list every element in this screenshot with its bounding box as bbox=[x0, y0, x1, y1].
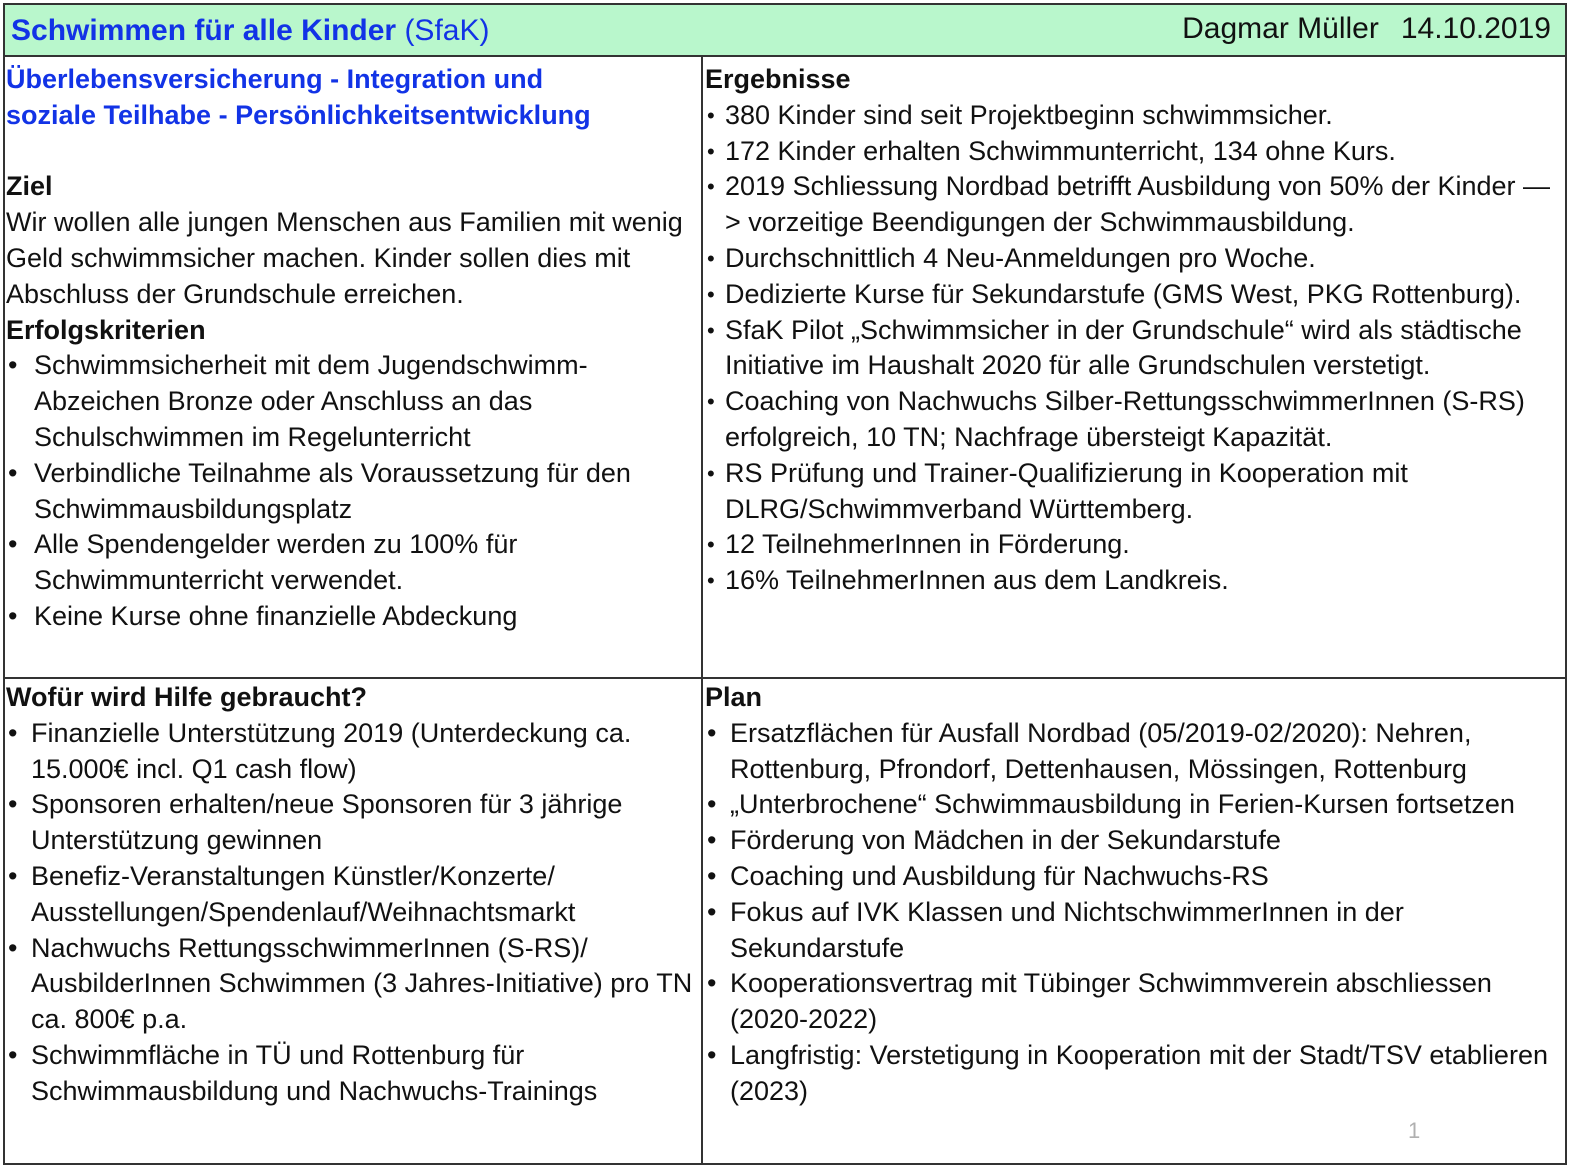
goal-text: Wir wollen alle jungen Menschen aus Familien mit wenig Geld schwimmsicher machen. Kinder sollen dies mit Abschluss der Grundschule erreichen. bbox=[6, 207, 683, 309]
results-item: • 380 Kinder sind seit Projektbeginn schwimmsicher. bbox=[705, 98, 1561, 134]
title-abbreviation: (SfaK) bbox=[404, 14, 490, 47]
help-heading: Wofür wird Hilfe gebraucht? bbox=[6, 682, 368, 712]
column-divider bbox=[701, 57, 703, 1163]
title-main: Schwimmen für alle Kinder bbox=[11, 14, 397, 47]
criteria-item: • Keine Kurse ohne finanzielle Abdeckung bbox=[6, 599, 694, 635]
plan-item: • Förderung von Mädchen in der Sekundarstufe bbox=[705, 823, 1561, 859]
results-item: • 12 TeilnehmerInnen in Förderung. bbox=[705, 527, 1561, 563]
criteria-heading: Erfolgskriterien bbox=[6, 314, 206, 345]
cell-results bbox=[705, 62, 1561, 670]
cell-help-needed bbox=[6, 680, 694, 1158]
plan-item: • Langfristig: Verstetigung in Kooperation mit der Stadt/TSV etablieren (2023) bbox=[705, 1038, 1561, 1110]
row-divider bbox=[5, 677, 1565, 679]
results-item: • Coaching von Nachwuchs Silber-RettungsschwimmerInnen (S-RS) erfolgreich, 10 TN; Nachfrage übersteigt Kapazität. bbox=[705, 384, 1561, 456]
criteria-item: • Schwimmsicherheit mit dem Jugendschwimm-Abzeichen Bronze oder Anschluss an das Schulschwimmen im Regelunterricht bbox=[6, 348, 694, 455]
help-item: • Schwimmfläche in TÜ und Rottenburg für Schwimmausbildung und Nachwuchs-Trainings bbox=[6, 1038, 694, 1110]
results-item: • 2019 Schliessung Nordbad betrifft Ausbildung von 50% der Kinder —> vorzeitige Beendigungen der Schwimmausbildung. bbox=[705, 169, 1561, 241]
help-item: • Benefiz-Veranstaltungen Künstler/Konzerte/ Ausstellungen/Spendenlauf/Weihnachtsmarkt bbox=[6, 859, 694, 931]
help-item: • Sponsoren erhalten/neue Sponsoren für 3 jährige Unterstützung gewinnen bbox=[6, 787, 694, 859]
results-item: • SfaK Pilot „Schwimmsicher in der Grundschule“ wird als städtische Initiative im Haushalt 2020 für alle Grundschulen verstetigt. bbox=[705, 313, 1561, 385]
document-date: 14.10.2019 bbox=[1400, 12, 1551, 45]
page-number: 1 bbox=[1408, 1118, 1421, 1143]
mission-heading-line-2: soziale Teilhabe - Persönlichkeitsentwicklung bbox=[6, 99, 591, 130]
results-item: • 172 Kinder erhalten Schwimmunterricht, 134 ohne Kurs. bbox=[705, 134, 1561, 170]
results-list bbox=[705, 98, 1561, 599]
help-item: • Nachwuchs RettungsschwimmerInnen (S-RS)/ AusbilderInnen Schwimmen (3 Jahres-Initiative) pro TN ca. 800€ p.a. bbox=[6, 931, 694, 1038]
plan-item: • Ersatzflächen für Ausfall Nordbad (05/2019-02/2020): Nehren, Rottenburg, Pfrondorf, Dettenhausen, Mössingen, Rottenburg bbox=[705, 716, 1561, 788]
plan-heading: Plan bbox=[705, 682, 763, 712]
cell-goals bbox=[6, 62, 694, 670]
spacer bbox=[6, 134, 694, 170]
results-item: • RS Prüfung und Trainer-Qualifizierung in Kooperation mit DLRG/Schwimmverband Württemberg. bbox=[705, 456, 1561, 528]
results-heading: Ergebnisse bbox=[705, 64, 851, 94]
author-name: Dagmar Müller bbox=[1182, 12, 1379, 45]
page-title bbox=[11, 13, 489, 49]
help-list bbox=[6, 716, 694, 1110]
plan-item: • Fokus auf IVK Klassen und NichtschwimmerInnen in der Sekundarstufe bbox=[705, 895, 1561, 967]
cell-plan bbox=[705, 680, 1561, 1158]
criteria-item: • Alle Spendengelder werden zu 100% für Schwimmunterricht verwendet. bbox=[6, 527, 694, 599]
header-bar bbox=[5, 5, 1565, 57]
mission-heading-line-1: Überlebensversicherung - Integration und bbox=[6, 64, 544, 94]
results-item: • Dedizierte Kurse für Sekundarstufe (GMS West, PKG Rottenburg). bbox=[705, 277, 1561, 313]
results-item: • Durchschnittlich 4 Neu-Anmeldungen pro Woche. bbox=[705, 241, 1561, 277]
plan-item: • „Unterbrochene“ Schwimmausbildung in Ferien-Kursen fortsetzen bbox=[705, 787, 1561, 823]
criteria-list bbox=[6, 348, 694, 634]
plan-list bbox=[705, 716, 1561, 1110]
plan-item: • Coaching und Ausbildung für Nachwuchs-RS bbox=[705, 859, 1561, 895]
plan-item: • Kooperationsvertrag mit Tübinger Schwimmverein abschliessen (2020-2022) bbox=[705, 966, 1561, 1038]
results-item: • 16% TeilnehmerInnen aus dem Landkreis. bbox=[705, 563, 1561, 599]
goal-heading: Ziel bbox=[6, 171, 53, 202]
help-item: • Finanzielle Unterstützung 2019 (Unterdeckung ca. 15.000€ incl. Q1 cash flow) bbox=[6, 716, 694, 788]
criteria-item: • Verbindliche Teilnahme als Voraussetzung für den Schwimmausbildungsplatz bbox=[6, 456, 694, 528]
header-meta bbox=[1182, 11, 1551, 47]
